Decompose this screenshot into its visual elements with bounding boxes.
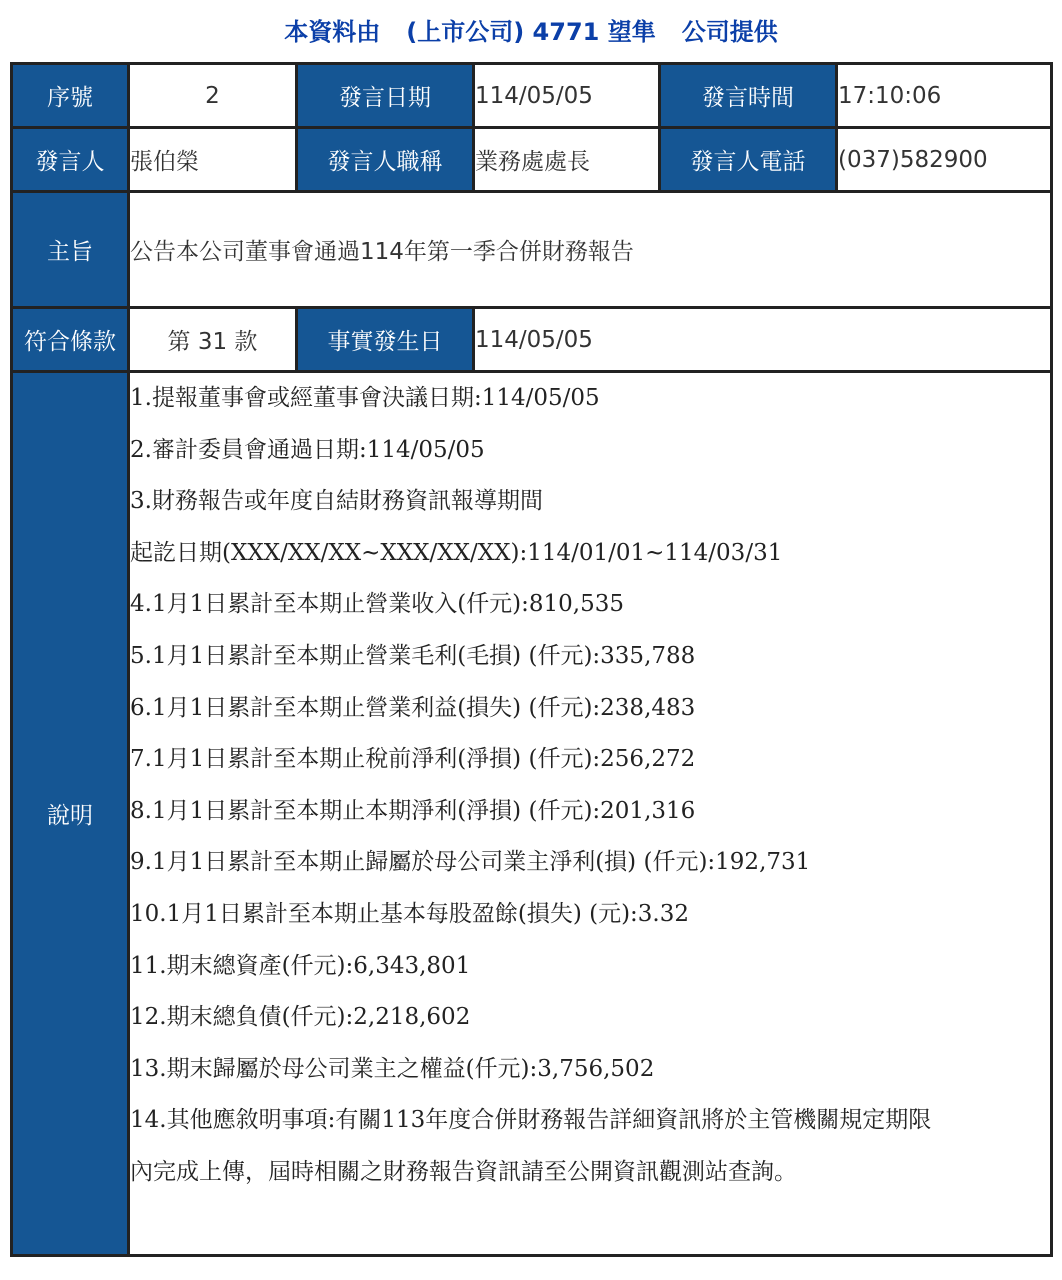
table-row [12,128,1052,192]
subject-value: 公告本公司董事會通過114年第一季合併財務報告 [129,192,1052,308]
table-row [12,192,1052,308]
description-line: 14.其他應敘明事項:有關113年度合併財務報告詳細資訊將於主管機關規定期限 [130,1107,932,1134]
description-line: 12.期末總負債(仟元):2,218,602 [130,1004,471,1031]
description-line: 9.1月1日累計至本期止歸屬於母公司業主淨利(損) (仟元):192,731 [130,849,811,876]
description-line: 10.1月1日累計至本期止基本每股盈餘(損失) (元):3.32 [130,900,690,927]
description-line: 3.財務報告或年度自結財務資訊報導期間 [130,488,543,515]
time-label: 發言時間 [660,64,837,128]
date-value: 114/05/05 [474,64,660,128]
description-line: 6.1月1日累計至本期止營業利益(損失) (仟元):238,483 [130,694,696,721]
description-line: 1.提報董事會或經董事會決議日期:114/05/05 [130,385,600,411]
description-line: 11.期末總資產(仟元):6,343,801 [130,952,471,979]
speaker-label: 發言人 [12,128,129,192]
speaker-value: 張伯榮 [129,128,297,192]
description-line: 4.1月1日累計至本期止營業收入(仟元):810,535 [130,591,625,618]
description-line: 內完成上傳，屆時相關之財務報告資訊請至公開資訊觀測站查詢。 [130,1158,797,1185]
speaker-title-label: 發言人職稱 [297,128,474,192]
announcement-table [10,62,1053,1257]
subject-label: 主旨 [12,192,129,308]
date-label: 發言日期 [297,64,474,128]
description-line: 13.期末歸屬於母公司業主之權益(仟元):3,756,502 [130,1055,655,1082]
seq-label: 序號 [12,64,129,128]
description-body [129,372,1052,1256]
description-line: 5.1月1日累計至本期止營業毛利(毛損) (仟元):335,788 [130,642,696,669]
seq-value: 2 [129,64,297,128]
table-row [12,308,1052,372]
description-line: 2.審計委員會通過日期:114/05/05 [130,436,485,463]
description-label: 說明 [12,372,129,1256]
description-line: 8.1月1日累計至本期止本期淨利(淨損) (仟元):201,316 [130,797,696,824]
title-part-prefix: 本資料由 [284,18,381,46]
clause-value: 第 31 款 [129,308,297,372]
table-row [12,372,1052,1256]
description-line: 7.1月1日累計至本期止稅前淨利(淨損) (仟元):256,272 [130,746,696,773]
speaker-phone-label: 發言人電話 [660,128,837,192]
title-part-suffix: 公司提供 [681,18,778,46]
clause-label: 符合條款 [12,308,129,372]
speaker-phone-value: (037)582900 [837,128,1052,192]
description-line: 起訖日期(XXX/XX/XX~XXX/XX/XX):114/01/01~114/03/31 [130,539,783,566]
page-title [0,14,1062,50]
fact-date-value: 114/05/05 [474,308,1052,372]
title-part-company: (上市公司) 4771 望隼 [406,18,656,46]
time-value: 17:10:06 [837,64,1052,128]
table-row [12,64,1052,128]
speaker-title-value: 業務處處長 [474,128,660,192]
fact-date-label: 事實發生日 [297,308,474,372]
